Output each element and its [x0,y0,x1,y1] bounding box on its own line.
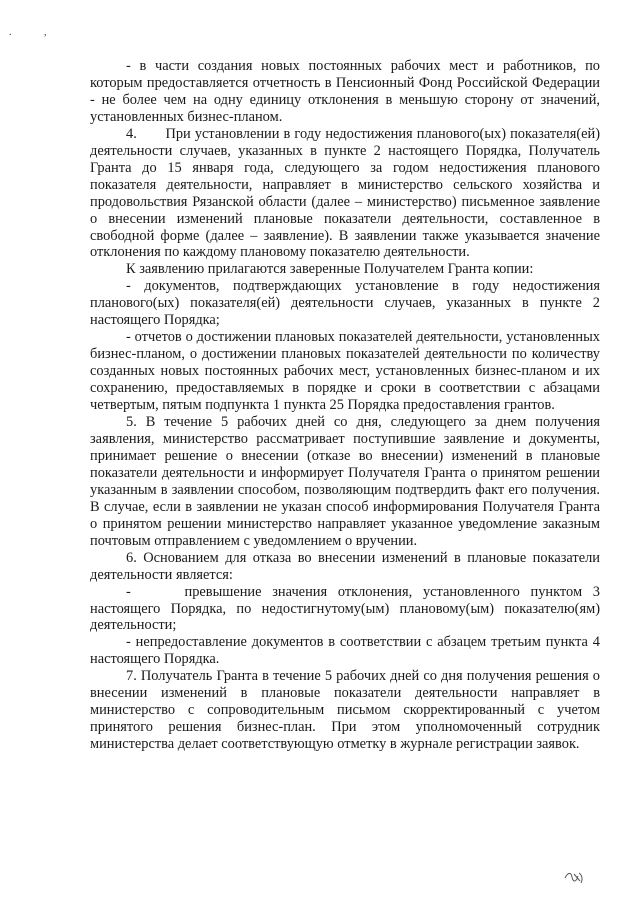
margin-mark: , [44,27,47,38]
margin-mark: . [9,27,12,38]
document-body [90,58,600,753]
paragraph: 6. Основанием для отказа во внесении изменений в плановые показатели деятельности является: [90,549,600,583]
paragraph: - отчетов о достижении плановых показателей деятельности, установленных бизнес-планом, о достижении плановых показателей деятельности по количеству созданных новых постоянных рабочих мест, установленных бизнес-планом и их сохранению, предоставляемых в порядке и сроки в соответствии с абзацами четвертым, пятым подпункта 1 пункта 25 Порядка предоставления грантов. [90,329,600,414]
handwritten-signature [563,869,585,887]
paragraph: - превышение значения отклонения, установленного пунктом 3 настоящего Порядка, по недостигнутому(ым) плановому(ым) показателю(ям) деятельности; [90,583,600,634]
paragraph: 4. При установлении в году недостижения планового(ых) показателя(ей) деятельности случаев, указанных в пункте 2 настоящего Порядка, Получатель Гранта до 15 января года, следующего за годом недостижения планового показателя деятельности, направляет в министерство сельского хозяйства и продовольствия Рязанской области (далее – министерство) письменное заявление о внесении изменений плановые показатели деятельности, составленное в свободной форме (далее – заявление). В заявлении также указывается значение отклонения по каждому плановому показателю деятельности. [90,125,600,261]
paragraph: - документов, подтверждающих установление в году недостижения планового(ых) показателя(ей) деятельности случаев, указанных в пункте 2 настоящего Порядка; [90,278,600,329]
paragraph: 7. Получатель Гранта в течение 5 рабочих дней со дня получения решения о внесении изменений в плановые показатели деятельности направляет в министерство с сопроводительным письмом скорректированный с учетом принятого решения бизнес-план. При этом уполномоченный сотрудник министерства делает соответствующую отметку в журнале регистрации заявок. [90,668,600,753]
paragraph: - в части создания новых постоянных рабочих мест и работников, по которым предоставляется отчетность в Пенсионный Фонд Российской Федерации - не более чем на одну единицу отклонения в меньшую сторону от значений, установленных бизнес-планом. [90,58,600,125]
paragraph: К заявлению прилагаются заверенные Получателем Гранта копии: [126,261,534,278]
paragraph: 5. В течение 5 рабочих дней со дня, следующего за днем получения заявления, министерство рассматривает поступившие заявление и документы, принимает решение о внесении (отказе во внесении) изменений в плановые показатели деятельности и информирует Получателя Гранта о принятом решении указанным в заявлении способом, позволяющим подтвердить факт его получения. В случае, если в заявлении не указан способ информирования Получателя Гранта о принятом решении министерство направляет указанное уведомление заказным почтовым отправлением с уведомлением о вручении. [90,414,600,549]
paragraph: - непредоставление документов в соответствии с абзацем третьим пункта 4 настоящего Порядка. [90,634,600,668]
